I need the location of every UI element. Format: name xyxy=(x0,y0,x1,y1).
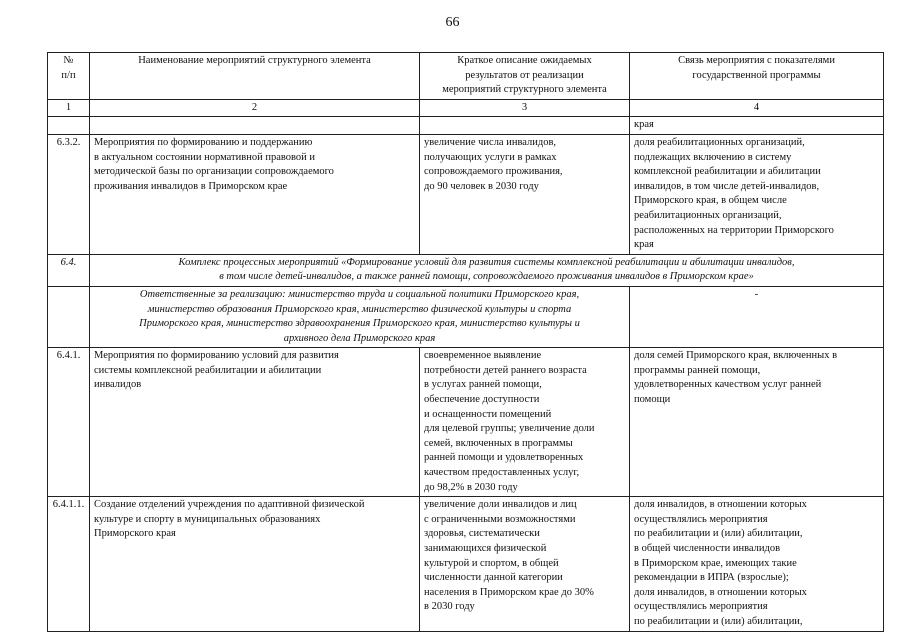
complex-number: 6.4. xyxy=(48,254,90,286)
row-number: 6.4.1. xyxy=(48,348,90,497)
continuation-cell-1 xyxy=(48,117,90,135)
header-row xyxy=(48,53,884,100)
row-link: доля инвалидов, в отношении которых осуществлялись мероприятия по реабилитации и (или) абилитации, в общей численности инвалидов в Приморском крае, имеющих такие рекомендации в ИПРА (взрослые); доля инвалидов, в отношении которых осуществлялись мероприятия по реабилитации и (или) абилитации, xyxy=(630,497,884,631)
row-results: своевременное выявление потребности детей раннего возраста в услугах ранней помощи, обеспечение доступности и оснащенности помещений для целевой группы; увеличение доли семей, включенных в программы ранней помощи и удовлетворенных качеством предоставленных услуг, до 98,2% в 2030 году xyxy=(420,348,630,497)
column-number-3: 3 xyxy=(420,99,630,117)
row-number: 6.3.2. xyxy=(48,134,90,254)
header-results: Краткое описание ожидаемых результатов от реализации мероприятий структурного элемента xyxy=(420,53,630,100)
responsible-empty xyxy=(48,286,90,347)
row-number: 6.4.1.1. xyxy=(48,497,90,631)
row-name: Мероприятия по формированию условий для развития системы комплексной реабилитации и абилитации инвалидов xyxy=(90,348,420,497)
table-row-6-3-2 xyxy=(48,134,884,254)
table-row-6-4-1-1 xyxy=(48,497,884,631)
row-link: доля семей Приморского края, включенных в программы ранней помощи, удовлетворенных качеством услуг ранней помощи xyxy=(630,348,884,497)
responsible-row xyxy=(48,286,884,347)
responsible-link: - xyxy=(630,286,884,347)
column-number-2: 2 xyxy=(90,99,420,117)
column-number-1: 1 xyxy=(48,99,90,117)
complex-title-row xyxy=(48,254,884,286)
continuation-row xyxy=(48,117,884,135)
continuation-cell-2 xyxy=(90,117,420,135)
column-number-4: 4 xyxy=(630,99,884,117)
continuation-cell-3 xyxy=(420,117,630,135)
header-name: Наименование мероприятий структурного элемента xyxy=(90,53,420,100)
header-link: Связь мероприятия с показателями государственной программы xyxy=(630,53,884,100)
row-name: Мероприятия по формированию и поддержанию в актуальном состоянии нормативной правовой и методической базы по организации сопровождаемого проживания инвалидов в Приморском крае xyxy=(90,134,420,254)
column-number-row xyxy=(48,99,884,117)
header-number: № п/п xyxy=(48,53,90,100)
row-results: увеличение числа инвалидов, получающих услуги в рамках сопровождаемого проживания, до 90 человек в 2030 году xyxy=(420,134,630,254)
page-number: 66 xyxy=(445,15,460,30)
complex-title: Комплекс процессных мероприятий «Формирование условий для развития системы комплексной реабилитации и абилитации инвалидов, в том числе детей-инвалидов, а также ранней помощи, сопровождаемого проживания инвалидов в Приморском крае» xyxy=(90,254,884,286)
table-row-6-4-1 xyxy=(48,348,884,497)
row-name: Создание отделений учреждения по адаптивной физической культуре и спорту в муниципальных образованиях Приморского края xyxy=(90,497,420,631)
row-results: увеличение доли инвалидов и лиц с ограниченными возможностями здоровья, систематически занимающихся физической культурой и спортом, в общей численности данной категории населения в Приморском крае до 30% в 2030 году xyxy=(420,497,630,631)
continuation-link: края xyxy=(630,117,884,135)
row-link: доля реабилитационных организаций, подлежащих включению в систему комплексной реабилитации и абилитации инвалидов, в том числе детей-инвалидов, Приморского края, в общем числе реабилитационных организаций, расположенных на территории Приморского края xyxy=(630,134,884,254)
measures-table xyxy=(47,52,884,632)
responsible-text: Ответственные за реализацию: министерство труда и социальной политики Приморского края, министерство образования Приморского края, министерство физической культуры и спорта Приморского края, министерство здравоохранения Приморского края, министерство культуры и архивного дела Приморского края xyxy=(90,286,630,347)
